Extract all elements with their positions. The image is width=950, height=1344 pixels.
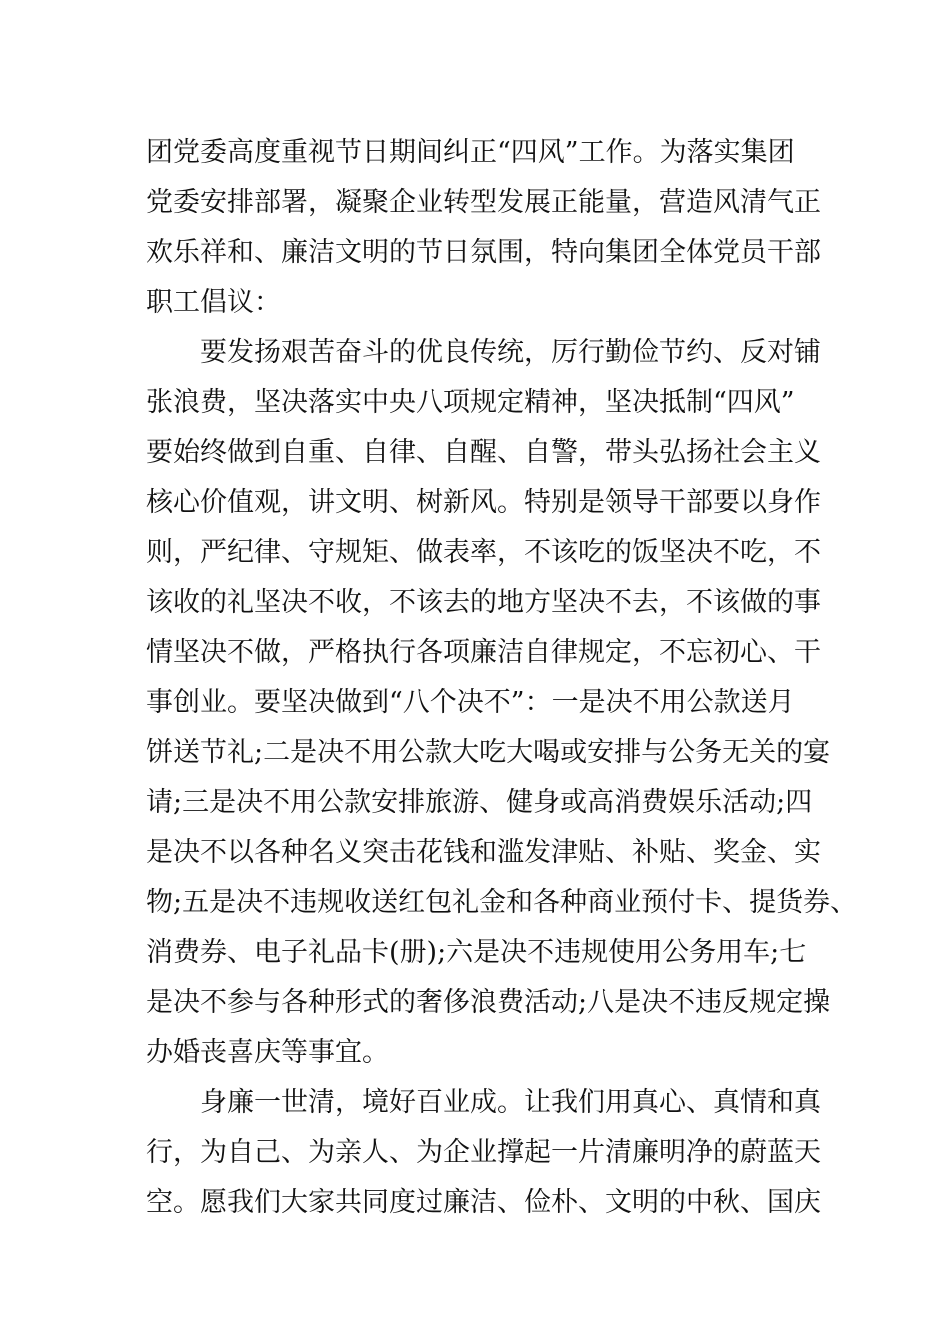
text-line: 职工倡议：	[146, 287, 281, 318]
text-line: 办婚丧喜庆等事宜。	[146, 1037, 389, 1068]
text-line: 行，为自己、为亲人、为企业撑起一片清廉明净的蔚蓝天	[146, 1137, 821, 1168]
text-line: 该收的礼坚决不收，不该去的地方坚决不去，不该做的事	[146, 587, 821, 618]
text-line: 则，严纪律、守规矩、做表率，不该吃的饭坚决不吃，不	[146, 537, 821, 568]
paragraph-1	[146, 128, 826, 328]
text-line: 物;五是决不违规收送红包礼金和各种商业预付卡、提货券、	[146, 887, 858, 918]
text-line: 是决不以各种名义突击花钱和滥发津贴、补贴、奖金、实	[146, 837, 821, 868]
text-line: 要始终做到自重、自律、自醒、自警，带头弘扬社会主义	[146, 437, 821, 468]
text-line: 消费券、电子礼品卡(册);六是决不违规使用公务用车;七	[146, 937, 807, 968]
text-line: 身廉一世清，境好百业成。让我们用真心、真情和真	[200, 1087, 821, 1118]
paragraph-3	[146, 1078, 826, 1228]
text-line: 空。愿我们大家共同度过廉洁、俭朴、文明的中秋、国庆	[146, 1187, 821, 1218]
text-line: 张浪费，坚决落实中央八项规定精神，坚决抵制“四风”	[146, 387, 795, 418]
paragraph-2	[146, 328, 858, 1078]
text-line: 事创业。要坚决做到“八个决不”：一是决不用公款送月	[146, 687, 795, 718]
text-line: 核心价值观，讲文明、树新风。特别是领导干部要以身作	[146, 487, 821, 518]
document-body	[146, 128, 858, 1228]
text-line: 情坚决不做，严格执行各项廉洁自律规定，不忘初心、干	[146, 637, 821, 668]
text-line: 欢乐祥和、廉洁文明的节日氛围，特向集团全体党员干部	[146, 237, 821, 268]
text-line: 团党委高度重视节日期间纠正“四风”工作。为落实集团	[146, 137, 795, 168]
text-line: 党委安排部署，凝聚企业转型发展正能量，营造风清气正	[146, 187, 821, 218]
text-line: 请;三是决不用公款安排旅游、健身或高消费娱乐活动;四	[146, 787, 813, 818]
text-line: 要发扬艰苦奋斗的优良传统，厉行勤俭节约、反对铺	[200, 337, 821, 368]
text-line: 饼送节礼;二是决不用公款大吃大喝或安排与公务无关的宴	[146, 737, 831, 768]
text-line: 是决不参与各种形式的奢侈浪费活动;八是决不违反规定操	[146, 987, 831, 1018]
